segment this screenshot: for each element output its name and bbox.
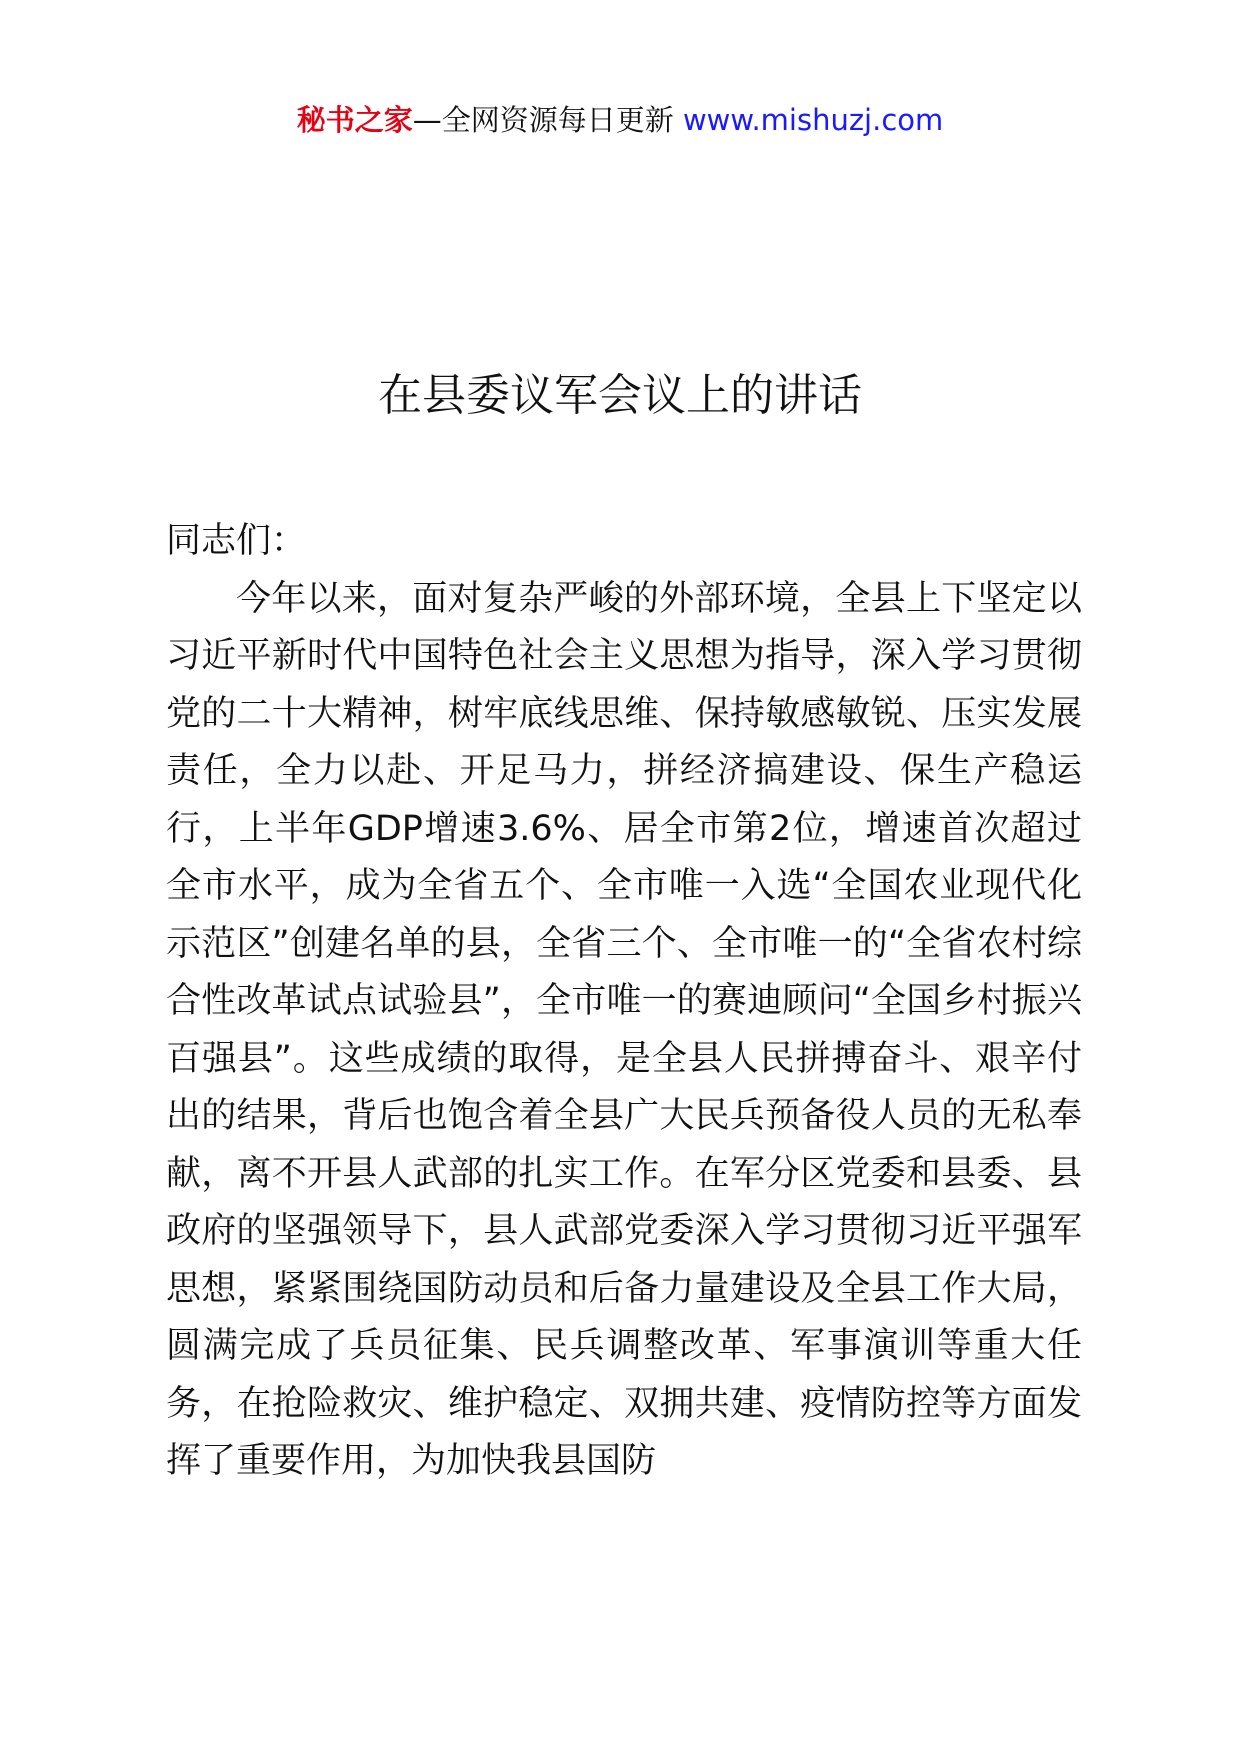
- site-url-link[interactable]: www.mishuzj.com: [682, 103, 944, 137]
- site-header: [0, 100, 1240, 140]
- site-brand: 秘书之家: [296, 103, 413, 137]
- document-title: 在县委议军会议上的讲话: [378, 370, 862, 421]
- body-paragraph: 今年以来，面对复杂严峻的外部环境，全县上下坚定以习近平新时代中国特色社会主义思想为指导，深入学习贯彻党的二十大精神，树牢底线思维、保持敏感敏锐、压实发展责任，全力以赴、开足马力，拼经济搞建设、保生产稳运行，上半年GDP增速3.6%、居全市第2位，增速首次超过全市水平，成为全省五个、全市唯一入选“全国农业现代化示范区”创建名单的县，全省三个、全市唯一的“全省农村综合性改革试点试验县”，全市唯一的赛迪顾问“全国乡村振兴百强县”。这些成绩的取得，是全县人民拼搏奋斗、艰辛付出的结果，背后也饱含着全县广大民兵预备役人员的无私奉献，离不开县人武部的扎实工作。在军分区党委和县委、县政府的坚强领导下，县人武部党委深入学习贯彻习近平强军思想，紧紧围绕国防动员和后备力量建设及全县工作大局，圆满完成了兵员征集、民兵调整改革、军事演训等重大任务，在抢险救灾、维护稳定、双拥共建、疫情防控等方面发挥了重要作用，为加快我县国防: [166, 578, 1082, 1481]
- document-body: [166, 513, 1082, 1491]
- site-slogan: —全网资源每日更新: [412, 103, 683, 137]
- greeting-line: 同志们：: [166, 521, 307, 561]
